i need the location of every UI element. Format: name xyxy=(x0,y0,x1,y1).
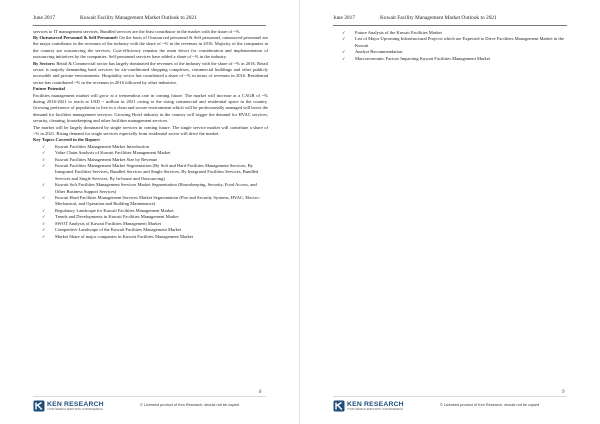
list-item: ✓ Competitive Landscape of the Kuwait Facilities Management Market xyxy=(42,227,182,233)
list-item: ✓ Kuwait Facilities Management Market Introduction xyxy=(42,143,149,149)
list-item: ✓ SWOT Analysis of Kuwait Facilities Management Market xyxy=(42,220,161,226)
license-notice: © Licensed product of Ken Research, should not be copied xyxy=(140,402,240,407)
page-number: 8 xyxy=(259,390,262,395)
paragraph-label: By Outsourced Personnel & Self Personnel: xyxy=(33,34,119,40)
ken-research-logo xyxy=(333,398,404,414)
checkmark-icon: ✓ xyxy=(342,55,346,61)
paragraph: By Outsourced Personnel & Self Personnel: On the basis of Outsourced personnel & Self personnel, outsourced personnel are the major contributor in the revenues of the industry with the share of ~% in the revenues in 2016. Majority of the companies in the country are outsourcing the services. Cost-efficiency remains the main driver for consideration and implementation of outsourcing initiatives by the companies. Self personnel services have added a share of ~% in the industry. xyxy=(33,34,268,60)
list-item: ✓ Analyst Recommendation xyxy=(342,49,403,55)
checkmark-icon: ✓ xyxy=(342,49,346,55)
list-item: ✓ Kuwait Facilities Management Market Size by Revenue xyxy=(42,156,158,162)
list-item: ✓ Macroeconomic Factors Impacting Kuwait Facilities Management Market xyxy=(342,55,491,61)
paragraph-label: By Sectors: xyxy=(33,60,56,66)
list-item: ✓ List of Major Upcoming Infrastructural Projects which are Expected to Drive Facilities Management Market in the Kuwait xyxy=(342,36,564,48)
page-body xyxy=(333,30,568,62)
checkmark-icon: ✓ xyxy=(342,30,346,35)
list-item: ✓ Future Analysis of the Kuwait Facilities Market xyxy=(342,30,442,35)
checkmark-icon: ✓ xyxy=(42,163,46,169)
list-item: ✓ Kuwait Soft Facilities Management Services Market Segmentation (Housekeeping, Security, Food Access, and Other Business Support Services) xyxy=(42,182,257,194)
list-item: ✓ Trends and Developments in Kuwait Facilities Management Market xyxy=(42,214,179,220)
topics-list xyxy=(42,144,268,240)
paragraph: By Sectors: Retail & Commercial sector has largely dominated the revenues of the industry with the share of ~% in 2016. Retail sector is majorly demanding hard services for air-conditioned shopping complexes, commercial buildings and other publicly accessible and private environments. Hospitality sector has contributed a share of ~% in terms of revenues in 2016. Residential sector has contributed ~% in the revenues in 2016 followed by other industries. xyxy=(33,60,268,85)
paragraph: services to IT management services. Bundled services are the least contributor in the market with the share of ~% xyxy=(33,28,240,34)
checkmark-icon: ✓ xyxy=(42,207,46,213)
checkmark-icon: ✓ xyxy=(42,156,46,162)
paragraph: The market will be largely dominated by single services in coming future. The single service market will contribute a share of ~% in 2021. Rising demand for single services especially from residential sector will drive the market. xyxy=(33,124,268,136)
checkmark-icon: ✓ xyxy=(42,220,46,226)
page-number: 9 xyxy=(562,390,565,395)
section-heading: Future Potential xyxy=(33,86,65,92)
header-date: June 2017 xyxy=(333,15,356,21)
list-item: ✓ Kuwait Facilities Management Market Segmentation (By Soft and Hard Facilities Management Services, By Integrated Facilities Services, Bundled Services and Single Services, By Integrated Facilities Services, Bundled Services and Single Services, By In-house and Outsourcing) xyxy=(42,163,259,181)
brand-tagline: YOUR SEARCH ENDS WITH OUR RESEARCH xyxy=(47,408,103,411)
page-body xyxy=(33,29,268,240)
checkmark-icon: ✓ xyxy=(42,214,46,220)
checkmark-icon: ✓ xyxy=(42,150,46,156)
ken-research-mark-icon xyxy=(33,400,45,412)
footer-rule xyxy=(33,396,266,397)
brand-tagline: YOUR SEARCH ENDS WITH OUR RESEARCH xyxy=(347,408,403,411)
checkmark-icon: ✓ xyxy=(42,233,46,239)
ken-research-mark-icon xyxy=(333,400,345,412)
ken-research-logo xyxy=(33,398,104,414)
checkmark-icon: ✓ xyxy=(42,182,46,188)
license-notice: © Licensed product of Ken Research, should not be copied xyxy=(440,402,540,407)
header-title: Kuwait Facility Management Market Outlook to 2021 xyxy=(380,15,497,21)
list-item: ✓ Kuwait Hard Facilities Management Services Market Segmentation (Fire and Security Systems, HVAC, Electro-Mechanical, and Operation and Building Maintenance) xyxy=(42,195,260,207)
header-rule xyxy=(333,25,567,26)
list-item: ✓ Value Chain Analysis of Kuwait Facilities Management Market xyxy=(42,150,171,156)
page-right xyxy=(300,0,600,424)
header-date: June 2017 xyxy=(33,15,56,21)
brand-name: KEN RESEARCH xyxy=(347,401,404,408)
topics-list xyxy=(342,30,568,62)
section-heading: Key Topics Covered in the Report: xyxy=(33,137,101,143)
brand-name: KEN RESEARCH xyxy=(47,401,104,408)
header-rule xyxy=(33,25,266,26)
footer-rule xyxy=(333,396,567,397)
checkmark-icon: ✓ xyxy=(342,36,346,42)
checkmark-icon: ✓ xyxy=(42,195,46,201)
checkmark-icon: ✓ xyxy=(42,227,46,233)
list-item: ✓ Regulatory Landscape for Kuwait Facilities Management Market xyxy=(42,207,174,213)
checkmark-icon: ✓ xyxy=(42,143,46,149)
list-item: ✓ Market Share of major companies in Kuwait Facilities Management Market xyxy=(42,233,194,239)
header-title: Kuwait Facility Management Market Outlook to 2021 xyxy=(80,15,197,21)
paragraph: Facilities management market will grow at a tremendous rate in coming future. The market will increase at a CAGR of ~% during 2016-2021 to reach at USD ~ million in 2021 owing to the rising commercial and residential space in the country. Growing preference of population to live in a clean and secure environment which will be professionally managed will boost the demand for facilities management services. Growing Hotel industry in the country will trigger the demand for HVAC services, security, cleaning, housekeeping and other facilities management services. xyxy=(33,92,268,124)
